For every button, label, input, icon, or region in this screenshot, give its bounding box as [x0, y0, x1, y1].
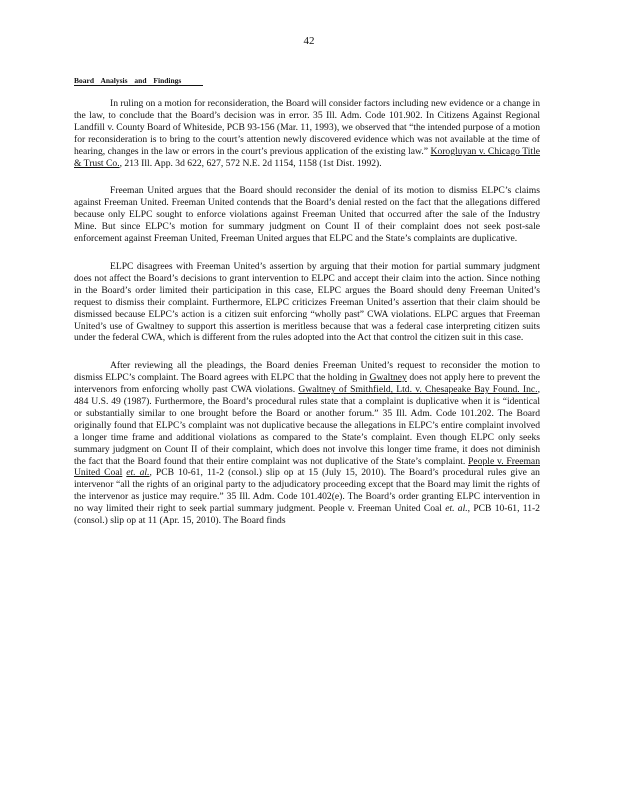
paragraph-4	[74, 360, 540, 527]
paragraph-4-text-d: , PCB 10-61, 11-2 (consol.) slip op at 15 (July 15, 2010). The Board’s procedural rules give an intervenor “all the rights of an original party to the adjudicatory proceeding except that the Board may limit the rights of the intervenor as justice may require.” 35 Ill. Adm. Code 101.402(e). The Board’s order granting ELPC intervention in no way limited their right to seek partial summary judgment. People v. Freeman United Coal	[74, 467, 540, 515]
et-al-2: et. al.	[445, 503, 468, 515]
paragraph-1-text-a: In ruling on a motion for reconsideration, the Board will consider factors including new evidence or a change in the law, to conclude that the Board’s decision was in error. 35 Ill. Adm. Code 101.902. In Citizens Against Regional Landfill v. County Board of Whiteside, PCB 93-156 (Mar. 11, 1993), we observed that “the intended purpose of a motion for reconsideration is to bring to the court’s attention newly discovered evidence which was not available at the time of hearing, changes in the law or errors in the court’s previous application of the existing law.”	[74, 98, 540, 157]
case-citation-gwaltney-short: Gwaltney	[369, 372, 407, 384]
case-citation-gwaltney-full: Gwaltney of Smithfield, Ltd. v. Chesapeake Bay Found. Inc.	[298, 384, 538, 396]
et-al-1: et. al.	[126, 467, 150, 479]
paragraph-4-text-c: , 484 U.S. 49 (1987). Furthermore, the Board’s procedural rules state that a complaint is duplicative when it is “identical or substantially similar to one brought before the Board or another forum.” 35 Ill. Adm. Code 101.202. The Board originally found that ELPC’s complaint was not duplicative because the allegations in ELPC’s entire complaint involved a longer time frame and additional violations as compared to the State’s complaint. Even though ELPC only seeks summary judgment on Count II of their complaint, which does not involve this longer time frame, it does not diminish the fact that the Board found that their entire complaint was not duplicative of the State’s complaint.	[74, 384, 540, 467]
paragraph-1	[74, 98, 540, 169]
paragraph-3: ELPC disagrees with Freeman United’s assertion by arguing that their motion for partial summary judgment does not affect the Board’s decisions to grant intervention to ELPC and accept their claim into the action. Since nothing in the Board’s order limited their participation in this case, ELPC argues the Board should deny Freeman United’s request to dismiss their complaint. Furthermore, ELPC criticizes Freeman United’s assertion that their claim should be dismissed because ELPC’s action is a citizen suit enforcing “wholly past” CWA violations. ELPC argues that Freeman United’s use of Gwaltney to support this assertion is meritless because that was a federal case interpreting citizen suits under the federal CWA, which is different from the rules adopted into the Act that control the citizen suit in this case.	[74, 260, 540, 344]
paragraph-2: Freeman United argues that the Board should reconsider the denial of its motion to dismiss ELPC’s claims against Freeman United. Freeman United contends that the Board’s denial rested on the fact that the allegations differed because only ELPC sought to enforce violations against Freeman United that occurred after the sale of the Industry Mine. But since ELPC’s motion for summary judgment on Count II of their complaint does not seek post-sale enforcement against Freeman United, Freeman United argues that ELPC and the State’s complaints are duplicative.	[74, 185, 540, 245]
paragraph-1-text-b: , 213 Ill. App. 3d 622, 627, 572 N.E. 2d 1154, 1158 (1st Dist. 1992).	[119, 157, 382, 169]
case-citation-korogluyan: Korogluyan v. Chicago Title & Trust Co.	[74, 145, 541, 169]
paragraph-4-text-e: , PCB 10-61, 11-2 (consol.) slip op at 11 (Apr. 15, 2010). The Board finds	[74, 503, 540, 527]
body-text	[74, 98, 540, 543]
section-heading: Board Analysis and Findings	[74, 76, 203, 86]
paragraph-4-text-b: does not apply here to prevent the intervenors from enforcing wholly past CWA violations.	[74, 372, 541, 396]
page-number: 42	[303, 35, 315, 47]
case-citation-people-v-freeman: People v. Freeman United Coal	[74, 455, 540, 479]
paragraph-4-text-a: After reviewing all the pleadings, the Board denies Freeman United’s request to reconsider the motion to dismiss ELPC’s complaint. The Board agrees with ELPC that the holding in	[74, 360, 540, 384]
